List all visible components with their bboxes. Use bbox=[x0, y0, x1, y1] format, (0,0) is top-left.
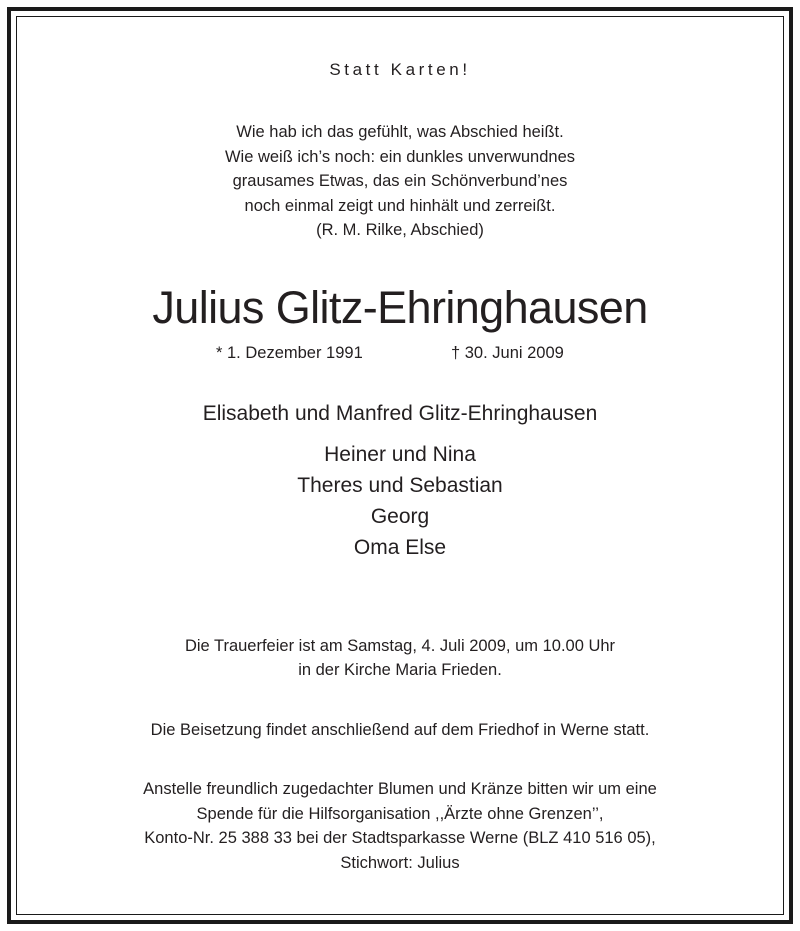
service-line: in der Kirche Maria Frieden. bbox=[298, 661, 502, 679]
family-member: Theres und Sebastian bbox=[297, 474, 503, 497]
funeral-service-notice bbox=[11, 634, 789, 682]
death-date: † 30. Juni 2009 bbox=[451, 344, 564, 362]
life-dates bbox=[11, 344, 789, 366]
obituary-content bbox=[11, 11, 789, 920]
family-member: Oma Else bbox=[353, 536, 447, 559]
obituary-frame bbox=[7, 7, 793, 924]
poem-line: grausames Etwas, das ein Schönverbund’nes bbox=[232, 172, 568, 190]
donation-line: Konto-Nr. 25 388 33 bei der Stadtsparkasse Werne (BLZ 410 516 05), bbox=[144, 829, 656, 847]
donation-notice bbox=[11, 777, 789, 875]
birth-date: * 1. Dezember 1991 bbox=[216, 344, 363, 362]
family-parents: Elisabeth und Manfred Glitz-Ehringhausen bbox=[202, 402, 598, 425]
burial-notice: Die Beisetzung findet anschließend auf dem Friedhof in Werne statt. bbox=[150, 721, 650, 739]
header-statt-karten: Statt Karten! bbox=[329, 60, 471, 79]
family-member: Georg bbox=[370, 505, 430, 528]
deceased-name: Julius Glitz-Ehringhausen bbox=[152, 282, 648, 333]
poem-line: noch einmal zeigt und hinhält und zerreißt. bbox=[244, 196, 556, 215]
poem-line: Wie hab ich das gefühlt, was Abschied heißt. bbox=[236, 123, 564, 141]
service-line: Die Trauerfeier ist am Samstag, 4. Juli 2009, um 10.00 Uhr bbox=[184, 637, 616, 655]
donation-line: Spende für die Hilfsorganisation ,,Ärzte ohne Grenzen’’, bbox=[196, 804, 604, 823]
family-member: Heiner und Nina bbox=[324, 443, 476, 466]
poem-attribution: (R. M. Rilke, Abschied) bbox=[316, 221, 484, 239]
poem-line: Wie weiß ich’s noch: ein dunkles unverwundnes bbox=[224, 147, 576, 166]
poem bbox=[11, 120, 789, 243]
donation-line: Stichwort: Julius bbox=[340, 853, 460, 872]
donation-line: Anstelle freundlich zugedachter Blumen und Kränze bitten wir um eine bbox=[143, 780, 657, 798]
family-members bbox=[11, 439, 789, 563]
